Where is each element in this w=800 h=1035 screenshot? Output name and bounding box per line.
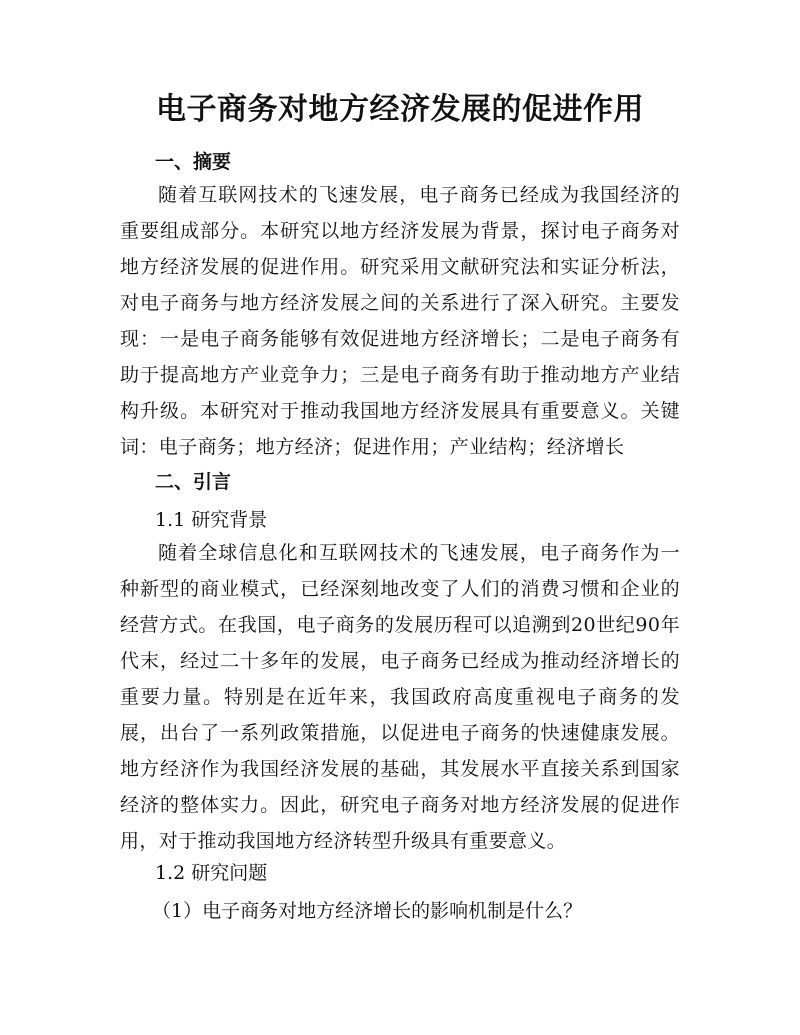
subsection-heading-questions: 1.2 研究问题 [155,862,268,884]
abstract-paragraph: 随着互联网技术的飞速发展，电子商务已经成为我国经济的重要组成部分。本研究以地方经济发展为背景，探讨电子商务对地方经济发展的促进作用。研究采用文献研究法和实证分析法，对电子商务与地方经济发展之间的关系进行了深入研究。主要发现：一是电子商务能够有效促进地方经济增长；二是电子商务有助于提高地方产业竞争力；三是电子商务有助于推动地方产业结构升级。本研究对于推动我国地方经济发展具有重要意义。关键词：电子商务；地方经济；促进作用；产业结构；经济增长 [120,184,680,458]
page-title: 电子商务对地方经济发展的促进作用 [156,92,644,127]
research-question-1: （1）电子商务对地方经济增长的影响机制是什么？ [152,900,583,922]
background-paragraph: 随着全球信息化和互联网技术的飞速发展，电子商务作为一种新型的商业模式，已经深刻地改变了人们的消费习惯和企业的经营方式。在我国，电子商务的发展历程可以追溯到20世纪90年代末，经过二十多年的发展，电子商务已经成为推动经济增长的重要力量。特别是在近年来，我国政府高度重视电子商务的发展，出台了一系列政策措施，以促进电子商务的快速健康发展。地方经济作为我国经济发展的基础，其发展水平直接关系到国家经济的整体实力。因此，研究电子商务对地方经济发展的促进作用，对于推动我国地方经济转型升级具有重要意义。 [120,542,680,852]
section-heading-introduction: 二、引言 [155,471,232,493]
subsection-heading-background: 1.1 研究背景 [155,509,268,531]
section-heading-abstract: 一、摘要 [155,151,232,173]
